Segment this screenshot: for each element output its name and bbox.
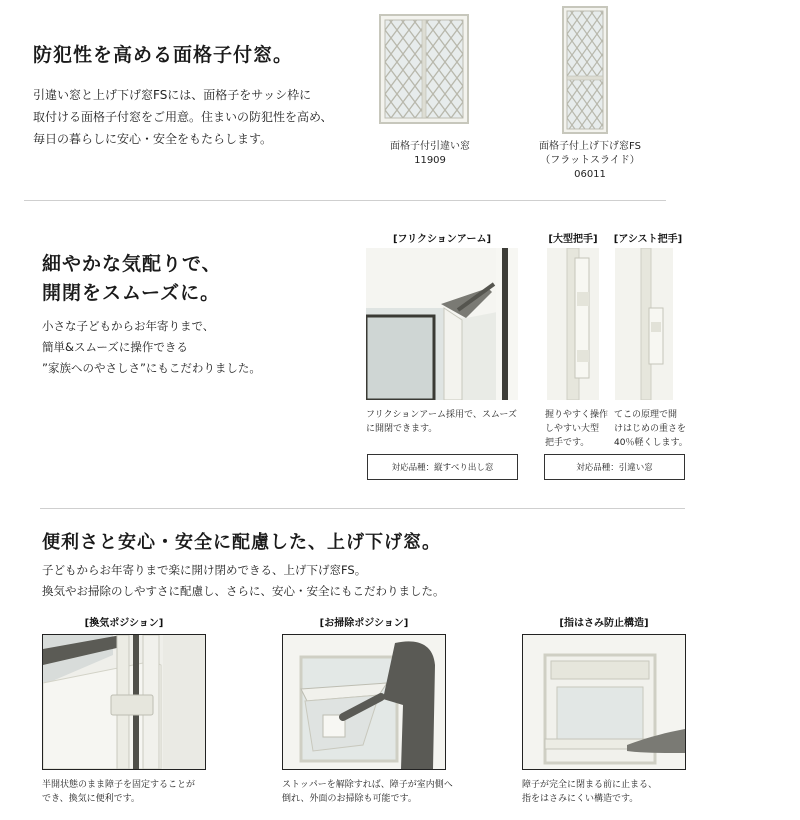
feature-label-cleaning: [お掃除ポジション] bbox=[319, 618, 409, 629]
caption-line: 指をはさみにくい構造です。 bbox=[522, 794, 639, 804]
friction-arm-photo bbox=[366, 248, 518, 400]
section3-body-line: 子どもからお年寄りまで楽に開け閉めできる、上げ下げ窓FS。 bbox=[42, 563, 367, 577]
feature-label-large-handle: [大型把手] bbox=[548, 234, 598, 245]
caption-line: 40％軽くします。 bbox=[614, 438, 688, 448]
caption-line: に開閉できます。 bbox=[366, 424, 438, 434]
caption-line: 半開状態のまま障子を固定することが bbox=[42, 780, 196, 790]
section2-heading-line: 細やかな気配りで、 bbox=[42, 253, 222, 275]
double-hung-window-lattice-image bbox=[562, 6, 608, 134]
feature-label-finger-guard: [指はさみ防止構造] bbox=[559, 618, 649, 629]
section1-body-line: 毎日の暮らしに安心・安全をもたらします。 bbox=[33, 132, 273, 146]
assist-handle-caption bbox=[614, 408, 694, 450]
caption-line: でき、換気に便利です。 bbox=[42, 794, 140, 804]
feature-label-assist-handle: [アシスト把手] bbox=[613, 234, 683, 245]
ventilation-position-photo bbox=[42, 634, 206, 770]
finger-guard-photo bbox=[522, 634, 686, 770]
section2-body-line: 簡単&スムーズに操作できる bbox=[42, 340, 188, 354]
section-divider bbox=[24, 200, 666, 201]
section3-heading: 便利さと安心・安全に配慮した、上げ下げ窓。 bbox=[42, 532, 441, 553]
section2-body bbox=[42, 316, 261, 379]
product-subname: （フラットスライド） bbox=[540, 155, 640, 166]
caption-line: 把手です。 bbox=[545, 438, 590, 448]
sliding-window-lattice-image bbox=[379, 14, 469, 124]
section2-body-line: ”家族へのやさしさ”にもこだわりました。 bbox=[42, 361, 261, 375]
section1-body-line: 引違い窓と上げ下げ窓FSには、面格子をサッシ枠に bbox=[33, 88, 312, 102]
compatible-type-box: 対応品種：引違い窓 bbox=[544, 454, 685, 480]
section1-heading: 防犯性を高める面格子付窓。 bbox=[33, 44, 294, 66]
section2-heading bbox=[42, 250, 222, 308]
section3-body-line: 換気やお掃除のしやすさに配慮し、さらに、安心・安全にもこだわりました。 bbox=[42, 584, 445, 598]
product-name: 面格子付引違い窓 bbox=[390, 141, 470, 152]
large-handle-photo bbox=[547, 248, 599, 400]
product-name: 面格子付上げ下げ窓FS bbox=[539, 141, 641, 152]
section1-body bbox=[33, 84, 333, 150]
assist-handle-photo bbox=[615, 248, 673, 400]
section1-body-line: 取付ける面格子付窓をご用意。住まいの防犯性を高め、 bbox=[33, 110, 333, 124]
section3-body bbox=[42, 560, 445, 602]
product-code: 11909 bbox=[414, 155, 446, 166]
cleaning-caption bbox=[282, 778, 472, 806]
feature-label-ventilation: [換気ポジション] bbox=[84, 618, 164, 629]
section2-body-line: 小さな子どもからお年寄りまで、 bbox=[42, 319, 215, 333]
ventilation-caption bbox=[42, 778, 222, 806]
caption-line: てこの原理で開 bbox=[614, 410, 678, 420]
caption-line: けはじめの重さを bbox=[614, 424, 687, 434]
caption-line: 障子が完全に閉まる前に止まる、 bbox=[522, 780, 658, 790]
product-caption-sliding bbox=[370, 140, 490, 168]
caption-line: 握りやすく操作 bbox=[545, 410, 609, 420]
caption-line: しやすい大型 bbox=[545, 424, 600, 434]
caption-line: 倒れ、外面のお掃除も可能です。 bbox=[282, 794, 417, 804]
cleaning-position-photo bbox=[282, 634, 446, 770]
compatible-type-box: 対応品種：縦すべり出し窓 bbox=[367, 454, 518, 480]
product-caption-double-hung bbox=[525, 140, 655, 182]
caption-line: フリクションアーム採用で、スムーズ bbox=[366, 410, 517, 420]
section2-heading-line: 開閉をスムーズに。 bbox=[42, 282, 221, 304]
feature-label-friction-arm: [フリクションアーム] bbox=[392, 234, 492, 245]
section-divider bbox=[40, 508, 685, 509]
caption-line: ストッパーを解除すれば、障子が室内側へ bbox=[282, 780, 453, 790]
large-handle-caption bbox=[545, 408, 609, 450]
product-code: 06011 bbox=[574, 169, 606, 180]
finger-guard-caption bbox=[522, 778, 702, 806]
friction-arm-caption bbox=[366, 408, 526, 436]
